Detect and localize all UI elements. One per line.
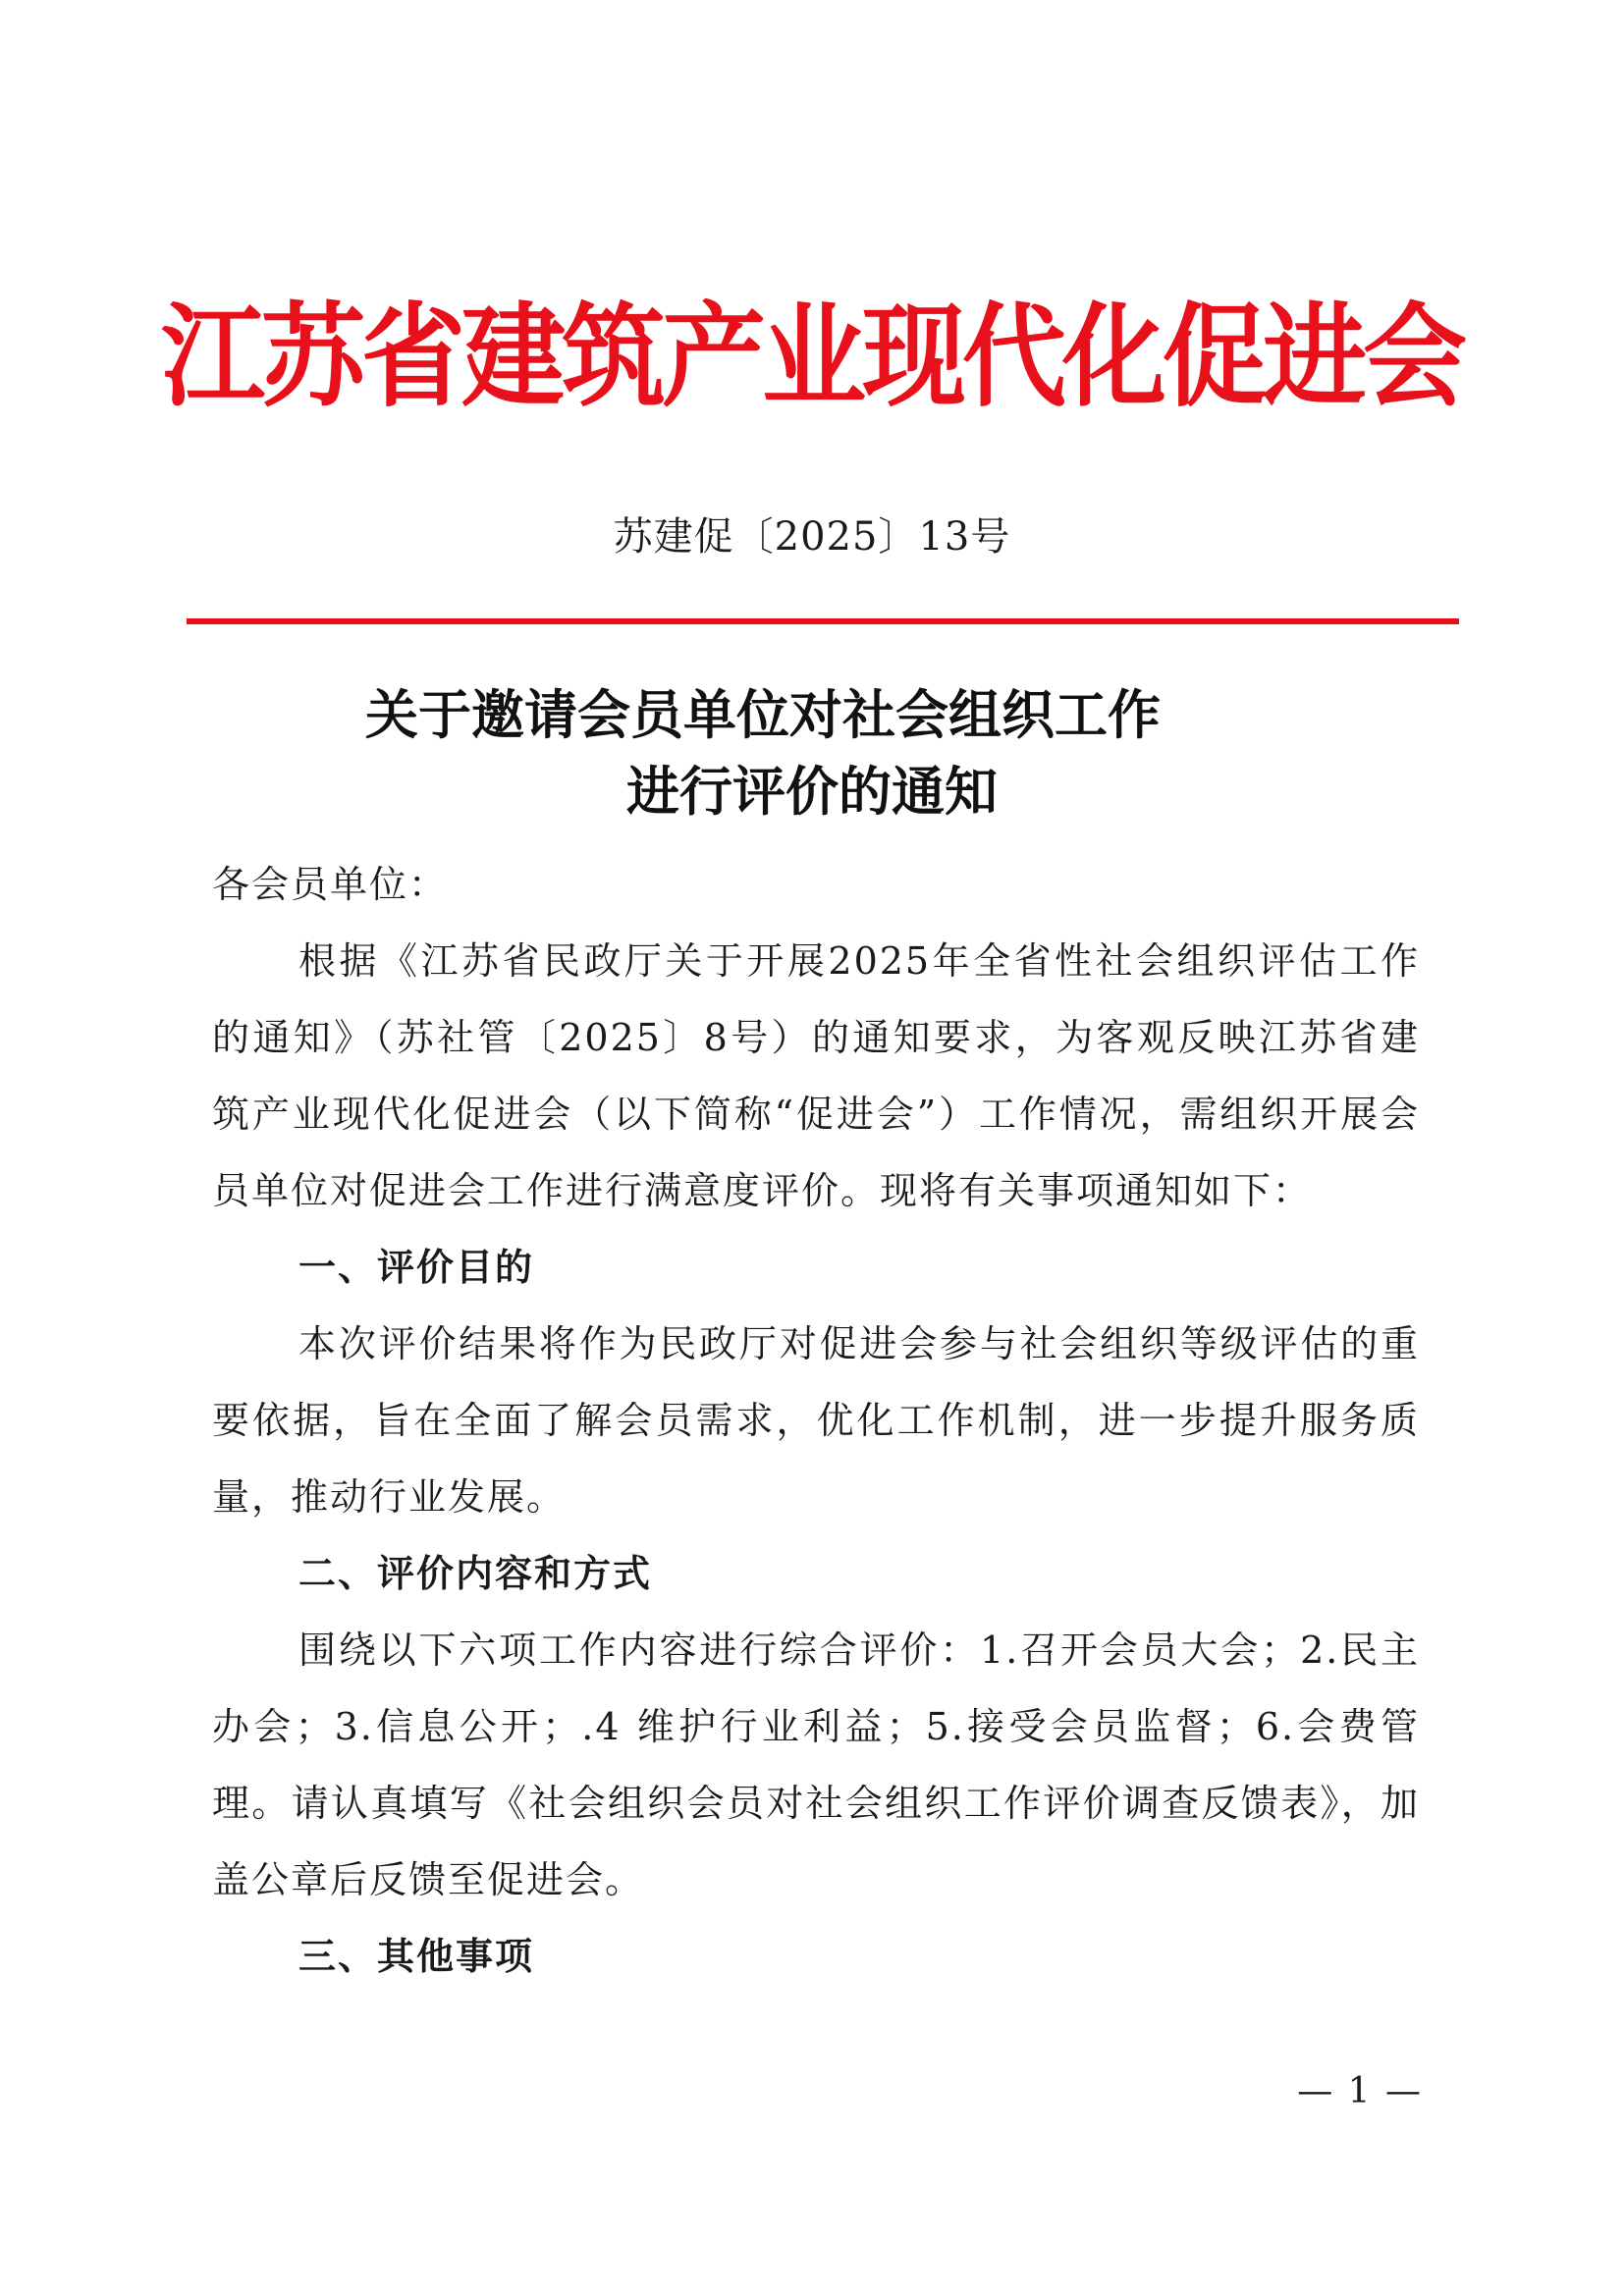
intro-paragraph: 根据《江苏省民政厅关于开展2025年全省性社会组织评估工作的通知》（苏社管〔2025〕8号）的通知要求，为客观反映江苏省建筑产业现代化促进会（以下简称“促进会”）工作情况，需组织开展会员单位对促进会工作进行满意度评价。现将有关事项通知如下： (212, 939, 1420, 1212)
title-line-2: 进行评价的通知 (626, 761, 998, 823)
section-3-heading: 三、其他事项 (298, 1935, 535, 1978)
salutation: 各会员单位： (212, 863, 449, 906)
page-number: — 1 — (1297, 2071, 1423, 2111)
section-1-paragraph: 本次评价结果将作为民政厅对促进会参与社会组织等级评估的重要依据，旨在全面了解会员需求，优化工作机制，进一步提升服务质量，推动行业发展。 (212, 1322, 1420, 1519)
document-title (0, 677, 1624, 830)
section-2-heading: 二、评价内容和方式 (298, 1552, 653, 1595)
document-body (212, 846, 1420, 1995)
document-number: 苏建促〔2025〕13号 (613, 514, 1011, 560)
red-divider-line (187, 618, 1459, 624)
organization-masthead: 江苏省建筑产业现代化促进会 (161, 292, 1463, 422)
section-2-paragraph: 围绕以下六项工作内容进行综合评价：1.召开会员大会；2.民主办会；3.信息公开；.4 维护行业利益；5.接受会员监督；6.会费管理。请认真填写《社会组织会员对社会组织工作评价调查反馈表》，加盖公章后反馈至促进会。 (212, 1629, 1420, 1901)
section-1-heading: 一、评价目的 (298, 1246, 535, 1289)
title-line-1: 关于邀请会员单位对社会组织工作 (365, 684, 1161, 746)
